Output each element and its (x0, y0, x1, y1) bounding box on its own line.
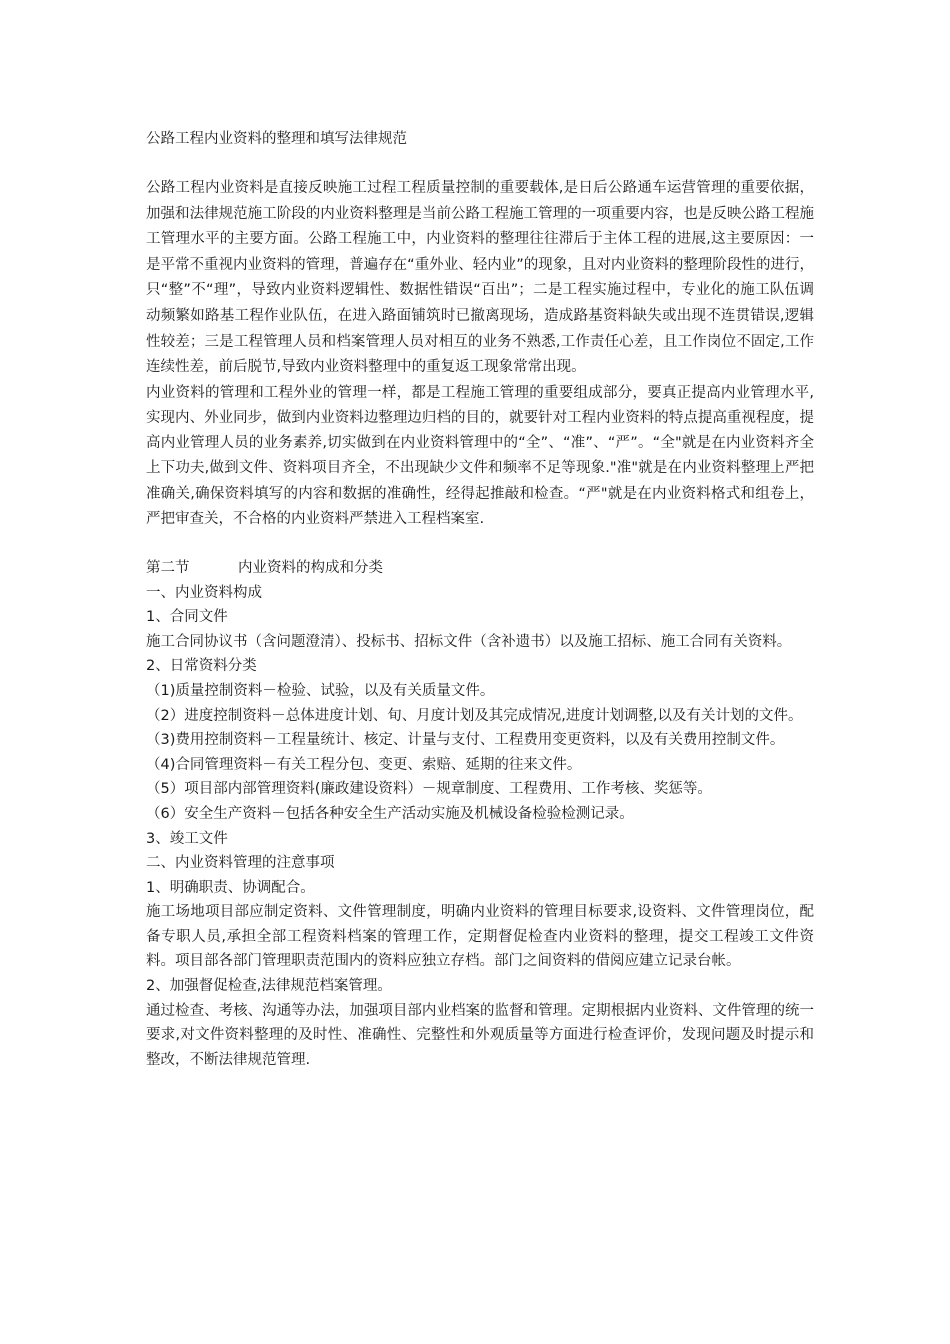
list-item: （4)合同管理资料－有关工程分包、变更、索赔、延期的往来文件。 (146, 756, 582, 773)
document-title: 公路工程内业资料的整理和填写法律规范 (146, 131, 407, 147)
heading-management-notes: 二、内业资料管理的注意事项 (146, 855, 335, 872)
list-item: （6）安全生产资料－包括各种安全生产活动实施及机械设备检验检测记录。 (146, 805, 634, 822)
subheading-completion-files: 3、竣工文件 (146, 830, 228, 847)
section-heading (146, 556, 814, 581)
list-item: （1)质量控制资料－检验、试验，以及有关质量文件。 (146, 682, 495, 699)
section-title: 内业资料的构成和分类 (238, 559, 383, 576)
spacer (146, 532, 814, 556)
subheading-responsibilities: 1、明确职责、协调配合。 (146, 879, 315, 896)
intro-paragraph-2: 内业资料的管理和工程外业的管理一样，都是工程施工管理的重要组成部分，要真正提高内业管理水平,实现内、外业同步，做到内业资料边整理边归档的目的，就要针对工程内业资料的特点提高重视程度，提高内业管理人员的业务素养,切实做到在内业资料管理中的“全”、“准”、“严”。“全"就是在内业资料齐全上下功夫,做到文件、资料项目齐全，不出现缺少文件和频率不足等现象."准"就是在内业资料整理上严把准确关,确保资料填写的内容和数据的准确性，经得起推敲和检查。“严"就是在内业资料格式和组卷上，严把审查关，不合格的内业资料严禁进入工程档案室. (146, 384, 814, 527)
document-page (146, 126, 814, 1072)
contract-files-text: 施工合同协议书（含问题澄清）、投标书、招标文件（含补遗书）以及施工招标、施工合同有关资料。 (146, 633, 792, 650)
responsibilities-text: 施工场地项目部应制定资料、文件管理制度，明确内业资料的管理目标要求,设资料、文件管理岗位，配备专职人员,承担全部工程资料档案的管理工作，定期督促检查内业资料的整理，提交工程竣工文件资料。项目部各部门管理职责范围内的资料应独立存档。部门之间资料的借阅应建立记录台帐。 (146, 904, 814, 970)
subheading-supervision: 2、加强督促检查,法律规范档案管理。 (146, 978, 392, 995)
spacer (146, 152, 814, 176)
list-item: （2）进度控制资料－总体进度计划、旬、月度计划及其完成情况,进度计划调整,以及有关计划的文件。 (146, 707, 803, 724)
supervision-text: 通过检查、考核、沟通等办法，加强项目部内业档案的监督和管理。定期根据内业资料、文件管理的统一要求,对文件资料整理的及时性、准确性、完整性和外观质量等方面进行检查评价，发现问题及时提示和整改，不断法律规范管理. (146, 1002, 814, 1068)
subheading-contract-files: 1、合同文件 (146, 609, 228, 626)
subheading-daily-materials: 2、日常资料分类 (146, 658, 257, 675)
section-number: 第二节 (146, 559, 190, 576)
heading-composition: 一、内业资料构成 (146, 584, 262, 601)
list-item: （3)费用控制资料－工程量统计、核定、计量与支付、工程费用变更资料，以及有关费用控制文件。 (146, 732, 785, 749)
intro-paragraph-1: 公路工程内业资料是直接反映施工过程工程质量控制的重要载体,是日后公路通车运营管理的重要依据，加强和法律规范施工阶段的内业资料整理是当前公路工程施工管理的一项重要内容，也是反映公路工程施工管理水平的主要方面。公路工程施工中，内业资料的整理往往滞后于主体工程的进展,这主要原因：一是平常不重视内业资料的管理，普遍存在“重外业、轻内业”的现象，且对内业资料的整理阶段性的进行，只“整”不“理”，导致内业资料逻辑性、数据性错误“百出”；二是工程实施过程中，专业化的施工队伍调动频繁如路基工程作业队伍，在进入路面铺筑时已撤离现场，造成路基资料缺失或出现不连贯错误,逻辑性较差；三是工程管理人员和档案管理人员对相互的业务不熟悉,工作责任心差，且工作岗位不固定,工作连续性差，前后脱节,导致内业资料整理中的重复返工现象常常出现。 (146, 180, 814, 376)
list-item: （5）项目部内部管理资料(廉政建设资料）－规章制度、工程费用、工作考核、奖惩等。 (146, 781, 712, 798)
